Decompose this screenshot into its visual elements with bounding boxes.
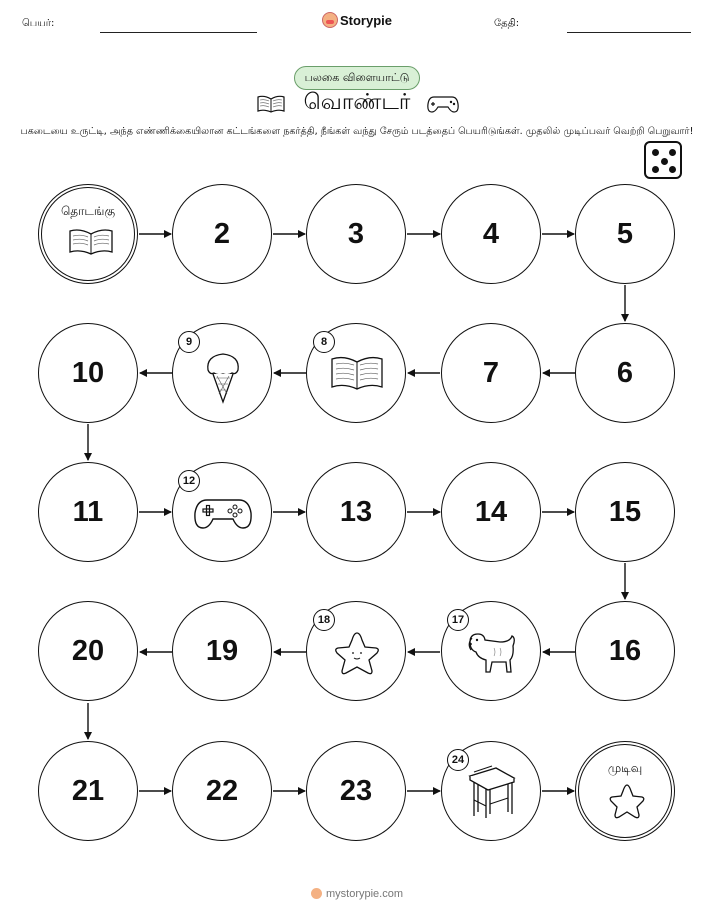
- board-space: 14: [441, 462, 541, 562]
- board-space: 11: [38, 462, 138, 562]
- board-space: 15: [575, 462, 675, 562]
- book-icon: [67, 226, 115, 258]
- game-type-badge: பலகை விளையாட்டு: [294, 66, 420, 90]
- board-space: 19: [172, 601, 272, 701]
- board-space: 3: [306, 184, 406, 284]
- board-space: 20: [38, 601, 138, 701]
- book-icon: [329, 354, 385, 394]
- picture-space-number: 18: [313, 609, 335, 631]
- board-space: 4: [441, 184, 541, 284]
- start-label: தொடங்கு: [60, 204, 116, 218]
- board-space-end: [575, 741, 675, 841]
- board-space: 5: [575, 184, 675, 284]
- board-space: 10: [38, 323, 138, 423]
- star-icon: [607, 783, 647, 821]
- picture-space-number: 12: [178, 470, 200, 492]
- picture-space-number: 9: [178, 331, 200, 353]
- page-title: வொண்டர்: [303, 90, 411, 115]
- name-label: பெயர்:: [22, 18, 55, 29]
- board-space: 6: [575, 323, 675, 423]
- star-icon: [332, 630, 382, 676]
- board-space: 13: [306, 462, 406, 562]
- ice-cream-icon: [198, 348, 248, 404]
- board-space: 2: [172, 184, 272, 284]
- gamepad-icon: [193, 497, 253, 531]
- footer-url[interactable]: mystorypie.com: [0, 888, 714, 900]
- board-space: 7: [441, 323, 541, 423]
- board-space: 23: [306, 741, 406, 841]
- board-space: 21: [38, 741, 138, 841]
- end-label: முடிவு: [607, 761, 643, 775]
- dog-icon: [464, 628, 520, 678]
- brand-logo: Storypie: [0, 12, 714, 28]
- board-space: 22: [172, 741, 272, 841]
- bear-icon: [311, 888, 322, 899]
- board-space: 16: [575, 601, 675, 701]
- instructions: பகடையை உருட்டி, அந்த எண்ணிக்கையிலான கட்டங்களை நகர்த்தி, நீங்கள் வந்து சேரும் படத்தைப் பெயரிடுங்கள். முதலில் முடிப்பவர் வெற்றி பெறுவார்!: [20, 126, 694, 137]
- school-desk-icon: [466, 764, 518, 820]
- picture-space-number: 8: [313, 331, 335, 353]
- date-label: தேதி:: [494, 18, 520, 29]
- picture-space-number: 17: [447, 609, 469, 631]
- board-space-start: [38, 184, 138, 284]
- picture-space-number: 24: [447, 749, 469, 771]
